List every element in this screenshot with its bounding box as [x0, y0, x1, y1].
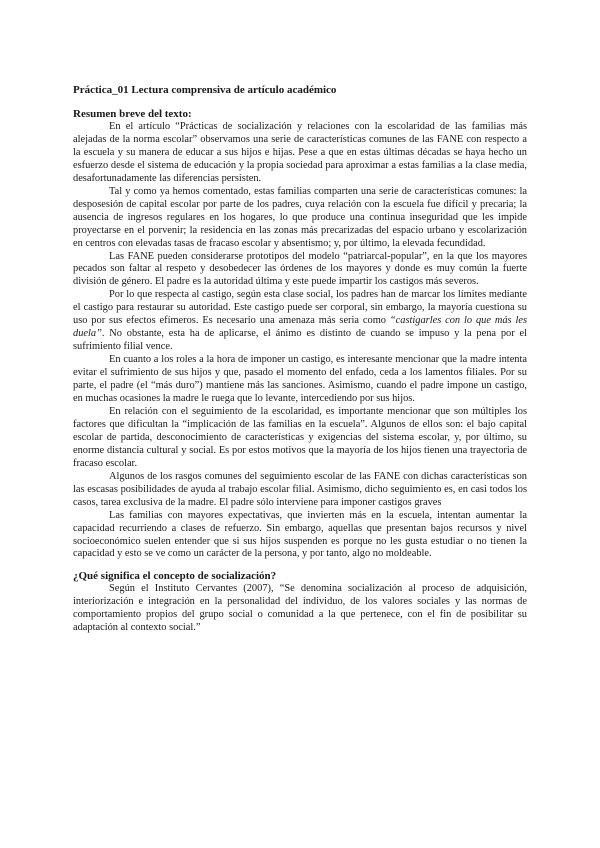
- document-body: [73, 84, 527, 635]
- paragraph-4-text-a: Por lo que respecta al castigo, según esta clase social, los padres han de marcar los límites mediante el castigo para restaurar su autoridad. Este castigo puede ser corporal, sin embargo, la mayoría cuestiona su uso por sus efectos efímeros. Es necesario una amenaza más seria como: [73, 289, 527, 327]
- summary-heading: Resumen breve del texto:: [73, 108, 192, 120]
- paragraph-3: Las FANE pueden considerarse prototipos del modelo “patriarcal-popular”, en la que los mayores pecados son faltar al respeto y desobedecer las órdenes de los mayores y donde es muy común la fuerte división de género. El padre es la autoridad última y este puede impartir los castigos más severos.: [73, 250, 527, 288]
- paragraph-7: Algunos de los rasgos comunes del seguimiento escolar de las FANE con dichas características son las escasas posibilidades de ayuda al trabajo escolar filial. Asimismo, dicho seguimiento es, en casi todos los casos, tarea exclusiva de la madre. El padre sólo interviene para imponer castigos graves: [73, 470, 527, 508]
- paragraph-4-italic-quote: “castigarles con lo que más les duela”: [73, 315, 527, 340]
- paragraph-1: En el artículo “Prácticas de socialización y relaciones con la escolaridad de las familias más alejadas de la norma escolar” observamos una serie de características comunes de las FANE con respecto a la escuela y su manera de educar a sus hijos e hijas. Pese a que en estas últimas décadas se haya hecho un esfuerzo desde el sistema de educación y la propia sociedad para aproximar a estas familias a la clase media, desafortunadamente las diferencias persisten.: [73, 121, 527, 184]
- socialization-heading: ¿Qué significa el concepto de socialización?: [73, 570, 277, 583]
- paragraph-2: Tal y como ya hemos comentado, estas familias comparten una serie de características comunes: la desposesión de capital escolar por parte de los padres, cuya relación con la escuela fue difícil y precaria; la ausencia de ingresos regulares en los hogares, lo que produce una continua inseguridad que les impide proyectarse en el porvenir; la residencia en las zonas más precarizadas del espacio urbano y escolarización en centros con elevadas tasas de fracaso escolar y absentismo; y, por último, la elevada fecundidad.: [73, 185, 527, 249]
- paragraph-4-text-b: . No obstante, esta ha de aplicarse, el ánimo es distinto de cuando se impuso y la pena por el sufrimiento filial vence.: [73, 328, 527, 353]
- paragraph-5: En cuanto a los roles a la hora de imponer un castigo, es interesante mencionar que la madre intenta evitar el sufrimiento de sus hijos y que, pasado el momento del enfado, ceda a los lamentos filiales. Por su parte, el padre (el “más duro”) mantiene más las sanciones. Asimismo, cuando el padre impone un castigo, en muchas ocasiones la madre le ruega que lo levante, intercediendo por sus hijos.: [73, 354, 527, 405]
- paragraph-4: [73, 289, 527, 354]
- paragraph-6: En relación con el seguimiento de la escolaridad, es importante mencionar que son múltiples los factores que dificultan la “implicación de las familias en la escuela”. Algunos de ellos son: el bajo capital escolar de partida, desconocimiento de características y exigencias del sistema escolar, y, por último, su enorme distancia cultural y social. Es por estos motivos que la mayoría de los hijos tienen una trayectoria de fracaso escolar.: [73, 405, 527, 469]
- socialization-paragraph: Según el Instituto Cervantes (2007), “Se denomina socialización al proceso de adquisición, interiorización e integración en la personalidad del individuo, de los valores sociales y las normas de comportamiento propios del grupo social o comunidad a la que pertenece, con el fin de posibilitar su adaptación al contexto social.”: [73, 583, 527, 634]
- document-title: Práctica_01 Lectura comprensiva de artículo académico: [73, 84, 337, 96]
- paragraph-8: Las familias con mayores expectativas, que invierten más en la escuela, intentan aumentar la capacidad recurriendo a clases de refuerzo. Sin embargo, aquellas que presentan bajos recursos y nivel socioeconómico suelen entender que si sus hijos suspenden es porque no les gusta estudiar o no tienen la capacidad y esto se ve como un carácter de la persona, y por tanto, algo no moldeable.: [73, 509, 527, 560]
